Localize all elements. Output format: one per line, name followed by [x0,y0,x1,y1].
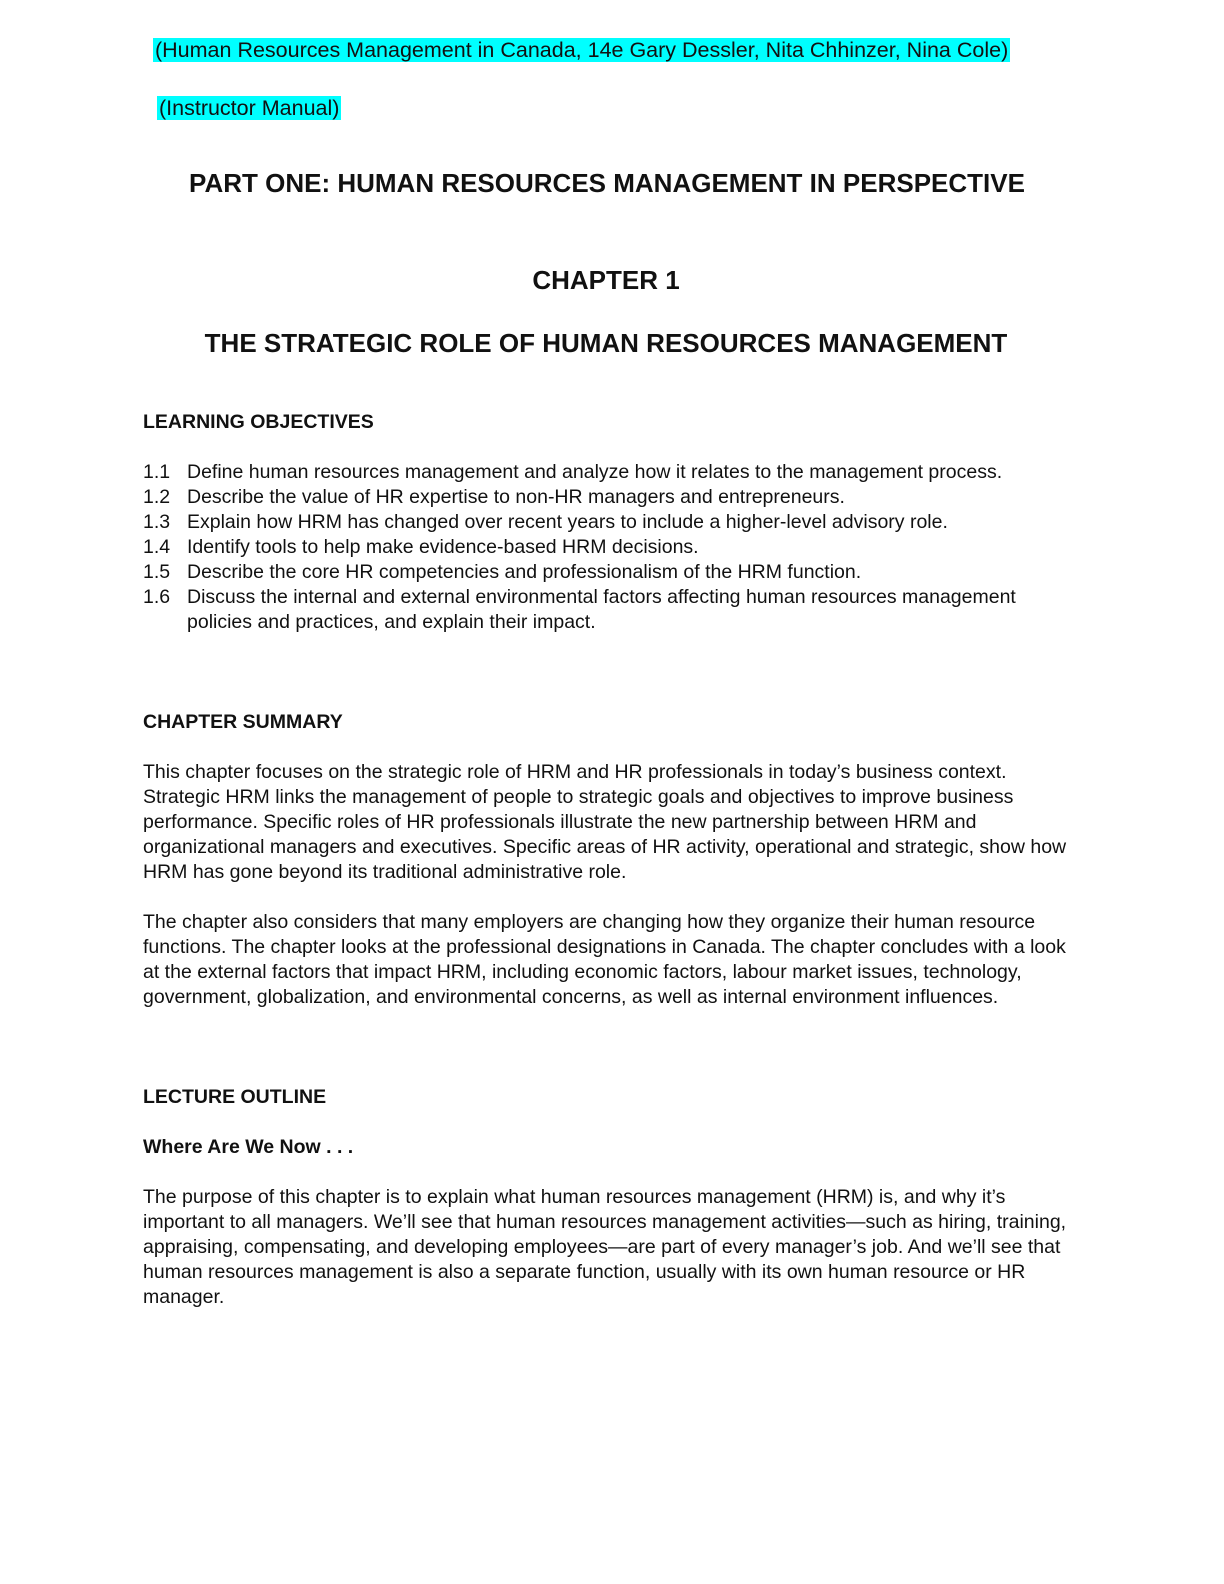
lecture-outline-heading: LECTURE OUTLINE [143,1086,327,1108]
learning-objectives-list [143,460,1063,635]
objective-number: 1.4 [143,536,171,558]
objective-text: Identify tools to help make evidence-based HRM decisions. [187,536,699,558]
part-title: PART ONE: HUMAN RESOURCES MANAGEMENT IN PERSPECTIVE [189,168,1025,198]
chapter-summary-paragraph-1: This chapter focuses on the strategic role of HRM and HR professionals in today’s business context. Strategic HRM links the management of people to strategic goals and objectives to improve business performance. Specific roles of HR professionals illustrate the new partnership between HRM and organizational managers and executives. Specific areas of HR activity, operational and strategic, show how HRM has gone beyond its traditional administrative role. [143,761,1067,883]
where-are-we-now-subheading: Where Are We Now . . . [143,1136,354,1158]
objective-item [143,560,1063,585]
learning-objectives-heading: LEARNING OBJECTIVES [143,411,374,433]
instructor-manual-label [157,94,341,122]
objective-item [143,535,1063,560]
objective-number: 1.5 [143,561,171,583]
source-citation [153,36,1010,64]
objective-text: Describe the core HR competencies and professionalism of the HRM function. [187,561,862,583]
lecture-outline-paragraph: The purpose of this chapter is to explain what human resources management (HRM) is, and why it’s important to all managers. We’ll see that human resources management activities—such as hiring, training, appraising, compensating, and developing employees—are part of every manager’s job. And we’ll see that human resources management is also a separate function, usually with its own human resource or HR manager. [143,1186,1067,1308]
objective-number: 1.6 [143,586,171,608]
chapter-number: CHAPTER 1 [532,265,680,295]
objective-number: 1.3 [143,511,171,533]
objective-text: Describe the value of HR expertise to non-HR managers and entrepreneurs. [187,486,845,508]
chapter-title: THE STRATEGIC ROLE OF HUMAN RESOURCES MANAGEMENT [204,328,1008,358]
objective-text: Discuss the internal and external environmental factors affecting human resources management policies and practices, and explain their impact. [187,586,1016,633]
objective-item [143,460,1063,485]
chapter-summary-heading: CHAPTER SUMMARY [143,711,343,733]
source-citation-text: (Human Resources Management in Canada, 14e Gary Dessler, Nita Chhinzer, Nina Cole) [155,38,1009,62]
objective-number: 1.1 [143,461,171,483]
objective-text: Explain how HRM has changed over recent years to include a higher-level advisory role. [187,511,948,533]
objective-text: Define human resources management and analyze how it relates to the management process. [187,461,1003,483]
instructor-manual-text: (Instructor Manual) [159,96,340,120]
objective-item [143,510,1063,535]
objective-item [143,585,1063,635]
objective-number: 1.2 [143,486,171,508]
objective-item [143,485,1063,510]
chapter-summary-paragraph-2: The chapter also considers that many employers are changing how they organize their human resource functions. The chapter looks at the professional designations in Canada. The chapter concludes with a look at the external factors that impact HRM, including economic factors, labour market issues, technology, government, globalization, and environmental concerns, as well as internal environment influences. [143,911,1066,1008]
